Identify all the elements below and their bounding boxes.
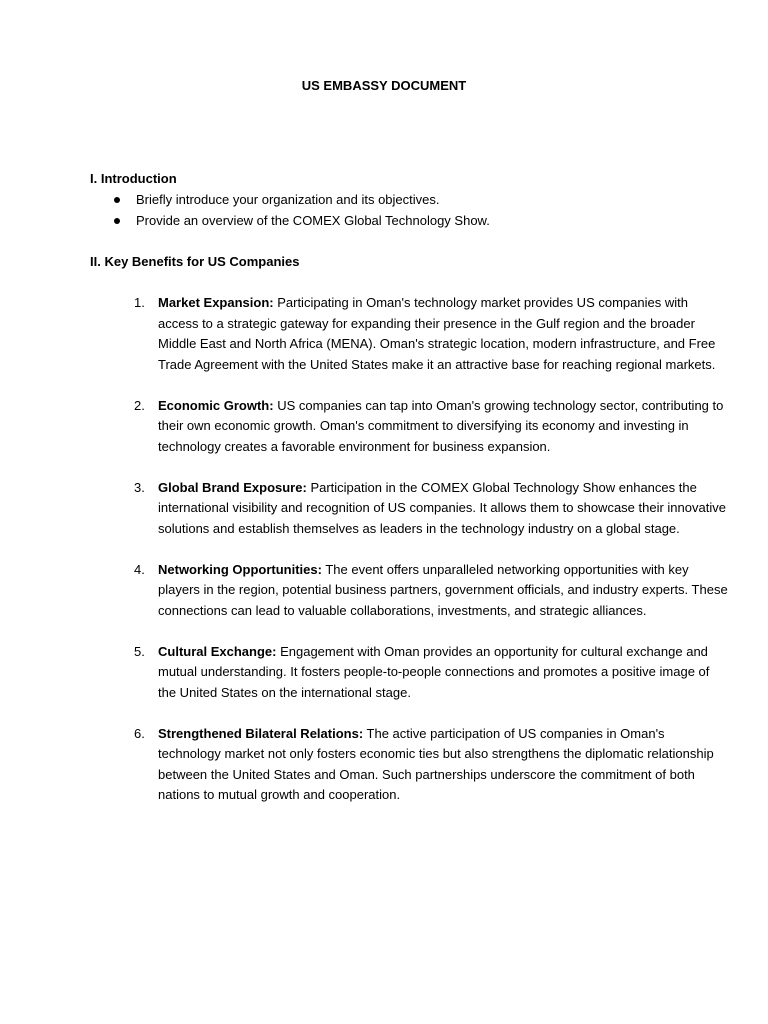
benefit-term: Global Brand Exposure: [158,479,307,495]
benefit-term: Strengthened Bilateral Relations: [158,725,364,741]
benefits-list [0,293,768,826]
benefit-text: The event offers unparalleled networking opportunities with key players in the region, potential business partners, government officials, and industry experts. These connections can lead to valuable collaborations, investments, and strategic alliances. [158,561,728,618]
benefit-item-market-expansion [0,293,728,375]
benefit-item-networking-opportunities [0,560,728,622]
page-title: US EMBASSY DOCUMENT [301,78,467,93]
benefit-number: 4. [134,561,145,577]
benefit-text: Participation in the COMEX Global Technology Show enhances the international visibility and recognition of US companies. It allows them to showcase their innovative solutions and establish themselves as leaders in the technology industry on a global stage. [158,479,726,536]
benefit-number: 1. [134,295,145,310]
benefit-text: US companies can tap into Oman's growing technology sector, contributing to their own economic growth. Oman's commitment to diversifying its economy and investing in technology creates a favorable environment for business expansion. [158,397,724,454]
benefit-text: Participating in Oman's technology market provides US companies with access to a strategic gateway for expanding their presence in the Gulf region and the broader Middle East and North Africa (MENA). Oman's strategic location, modern infrastructure, and Free Trade Agreement with the United States make it an attractive base for reaching regional markets. [158,295,716,372]
benefit-item-cultural-exchange [0,642,728,704]
benefit-term: Networking Opportunities: [158,561,322,577]
bullet-text: Briefly introduce your organization and its objectives. [136,192,440,207]
bullet-dot-icon [114,197,120,203]
bullet-item [90,190,490,211]
benefit-text: Engagement with Oman provides an opportunity for cultural exchange and mutual understanding. It fosters people-to-people connections and promotes a positive image of the United States on the international stage. [158,643,710,700]
bullet-dot-icon [114,218,120,224]
benefit-number: 6. [134,725,145,741]
benefit-term: Economic Growth: [158,397,274,413]
introduction-bullet-list [90,190,490,232]
benefit-text: The active participation of US companies in Oman's technology market not only fosters economic ties but also strengthens the diplomatic relationship between the United States and Oman. Such partnerships underscore the commitment of both nations to mutual growth and cooperation. [158,725,714,802]
bullet-item [90,211,490,232]
benefit-item-global-brand-exposure [0,478,728,540]
bullet-text: Provide an overview of the COMEX Global Technology Show. [136,213,490,228]
benefit-item-economic-growth [0,396,728,458]
benefits-heading: II. Key Benefits for US Companies [90,254,300,269]
benefit-term: Cultural Exchange: [158,643,277,659]
benefit-number: 2. [134,397,145,413]
benefit-item-bilateral-relations [0,724,728,806]
introduction-heading: I. Introduction [90,171,177,186]
benefit-term: Market Expansion: [158,295,274,310]
benefit-number: 5. [134,643,145,659]
benefit-number: 3. [134,479,145,495]
